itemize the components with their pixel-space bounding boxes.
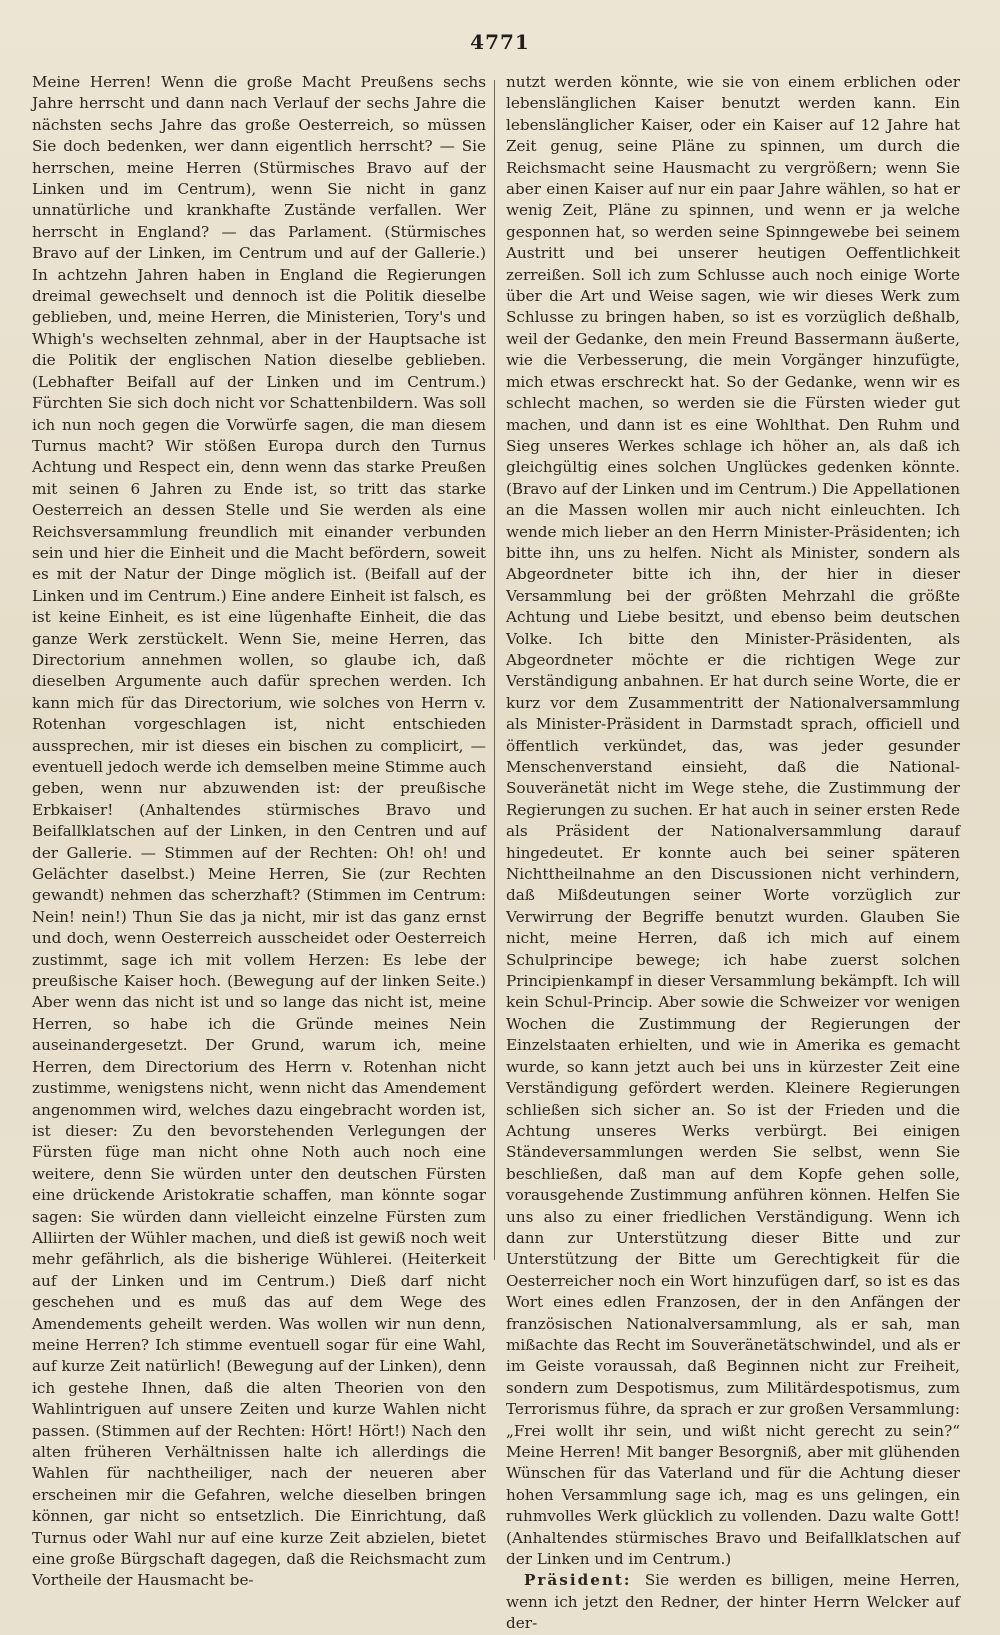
president-text: Sie werden es billigen, meine Herren, wenn ich jetzt den Redner, der hinter Herrn Welcker auf der- — [506, 1571, 960, 1633]
speaker-label: Präsident: — [524, 1571, 632, 1590]
left-column-text: Meine Herren! Wenn die große Macht Preußens sechs Jahre herrscht und dann nach Verlauf der sechs Jahre die nächsten sechs Jahre das große Oesterreich, so müssen Sie doch bedenken, wer dann eigentlich herrscht? — Sie herrschen, meine Herren (Stürmisches Bravo auf der Linken und im Centrum), wenn Sie nicht in ganz unnatürliche und krankhafte Zustände verfallen. Wer herrscht in England? — das Parlament. (Stürmisches Bravo auf der Linken, im Centrum und auf der Gallerie.) In achtzehn Jahren haben in England die Regierungen dreimal gewechselt und dennoch ist die Politik dieselbe geblieben, und, meine Herren, die Ministerien, Tory's und Whigh's wechselten zehnmal, aber in der Hauptsache ist die Politik der englischen Nation dieselbe geblieben. (Lebhafter Beifall auf der Linken und im Centrum.) Fürchten Sie sich doch nicht vor Schattenbildern. Was soll ich nun noch gegen die Vorwürfe sagen, die man diesem Turnus macht? Wir stößen Europa durch den Turnus Achtung und Respect ein, denn wenn das starke Preußen mit seinen 6 Jahren zu Ende ist, so tritt das starke Oesterreich an dessen Stelle und Sie werden als eine Reichsversammlung freundlich mit einander verbunden sein und hier die Einheit und die Macht befördern, soweit es mit der Natur der Dinge möglich ist. (Beifall auf der Linken und im Centrum.) Eine andere Einheit ist falsch, es ist keine Einheit, es ist eine lügenhafte Einheit, die das ganze Werk zerstückelt. Wenn Sie, meine Herren, das Directorium annehmen wollen, so glaube ich, daß dieselben Argumente auch dafür sprechen werden. Ich kann mich für das Directorium, wie solches von Herrn v. Rotenhan vorgeschlagen ist, nicht entschieden aussprechen, mir ist dieses ein bischen zu complicirt, — eventuell jedoch werde ich demselben meine Stimme auch geben, wenn nur abzuwenden ist: der preußische Erbkaiser! (Anhaltendes stürmisches Bravo und Beifallklatschen auf der Linken, in den Centren und auf der Gallerie. — Stimmen auf der Rechten: Oh! oh! und Gelächter daselbst.) Meine Herren, Sie (zur Rechten gewandt) nehmen das scherzhaft? (Stimmen im Centrum: Nein! nein!) Thun Sie das ja nicht, mir ist das ganz ernst und doch, wenn Oesterreich ausscheidet oder Oesterreich zustimmt, sage ich mit vollem Herzen: Es lebe der preußische Kaiser hoch. (Bewegung auf der linken Seite.) Aber wenn das nicht ist und so lange das nicht ist, meine Herren, so habe ich die Gründe meines Nein auseinandergesetzt. Der Grund, warum ich, meine Herren, dem Directorium des Herrn v. Rotenhan nicht zustimme, wenigstens nicht, wenn nicht das Amendement angenommen wird, welches dazu eingebracht worden ist, ist dieser: Zu den bevorstehenden Verlegungen der Fürsten füge man nicht ohne Noth auch noch eine weitere, denn Sie würden unter den deutschen Fürsten eine drückende Aristokratie schaffen, man könnte sogar sagen: Sie würden dann vielleicht einzelne Fürsten zum Alliirten der Wühler machen, und dieß ist gewiß noch weit mehr gefährlich, als die bisherige Wühlerei. (Heiterkeit auf der Linken und im Centrum.) Dieß darf nicht geschehen und es muß das auf dem Wege des Amendements geheilt werden. Was wollen wir nun denn, meine Herren? Ich stimme eventuell sogar für eine Wahl, auf kurze Zeit natürlich! (Bewegung auf der Linken), denn ich gestehe Ihnen, daß die alten Theorien von den Wahlintriguen auf unsere Zeiten und kurze Wahlen nicht passen. (Stimmen auf der Rechten: Hört! Hört!) Nach den alten früheren Verhältnissen halte ich allerdings die Wahlen für nachtheiliger, nach der neueren aber erscheinen mir die Gefahren, welche dieselben bringen können, gar nicht so entsetzlich. Die Einrichtung, daß Turnus oder Wahl nur auf eine kurze Zeit abzielen, bietet eine große Bürgschaft dagegen, daß die Reichsmacht zum Vortheile der Hausmacht be- — [32, 73, 486, 1590]
page-number: 4771 — [470, 30, 530, 54]
right-column-text: nutzt werden könnte, wie sie von einem erblichen oder lebenslänglichen Kaiser benutzt werden kann. Ein lebenslänglicher Kaiser, oder ein Kaiser auf 12 Jahre hat Zeit genug, seine Pläne zu spinnen, um durch die Reichsmacht seine Hausmacht zu vergrößern; wenn Sie aber einen Kaiser auf nur ein paar Jahre wählen, so hat er wenig Zeit, Pläne zu spinnen, und wenn er ja welche gesponnen hat, so werden seine Spinngewebe bei seinem Austritt und bei unserer heutigen Oeffentlichkeit zerreißen. Soll ich zum Schlusse auch noch einige Worte über die Art und Weise sagen, wie wir dieses Werk zum Schlusse zu bringen haben, so ist es vorzüglich deßhalb, weil der Gedanke, den mein Freund Bassermann äußerte, wie die Verbesserung, die mein Vorgänger hinzufügte, mich etwas erschreckt hat. So der Gedanke, wenn wir es schlecht machen, so werden sie die Fürsten wieder gut machen, und dann ist es eine Wohlthat. Den Ruhm und Sieg unseres Werkes schlage ich höher an, als daß ich gleichgültig eines solchen Unglückes gedenken könnte. (Bravo auf der Linken und im Centrum.) Die Appellationen an die Massen wollen mir auch nicht einleuchten. Ich wende mich lieber an den Herrn Minister-Präsidenten; ich bitte ihn, uns zu helfen. Nicht als Minister, sondern als Abgeordneter bitte ich ihn, der hier in dieser Versammlung bei der größten Mehrzahl die größte Achtung und Liebe besitzt, und ebenso beim deutschen Volke. Ich bitte den Minister-Präsidenten, als Abgeordneter möchte er die richtigen Wege zur Verständigung anbahnen. Er hat durch seine Worte, die er kurz vor dem Zusammentritt der Nationalversammlung als Minister-Präsident in Darmstadt sprach, officiell und öffentlich verkündet, das, was jeder gesunder Menschenverstand einsieht, daß die National-Souveränetät nicht im Wege stehe, die Zustimmung der Regierungen zu suchen. Er hat auch in seiner ersten Rede als Präsident der Nationalversammlung darauf hingedeutet. Er konnte auch bei seiner späteren Nichttheilnahme an den Discussionen nicht verhindern, daß Mißdeutungen seiner Worte vorzüglich zur Verwirrung der Begriffe benutzt wurden. Glauben Sie nicht, meine Herren, daß ich mich auf einem Schulprincipe bewege; ich habe zuerst solchen Principienkampf in dieser Versammlung bekämpft. Ich will kein Schul-Princip. Aber sowie die Schweizer vor wenigen Wochen die Zustimmung der Regierungen der Einzelstaaten erhielten, und wie in Amerika es gemacht wurde, so kann jetzt auch bei uns in kürzester Zeit eine Verständigung gefördert werden. Kleinere Regierungen schließen sich sicher an. So ist der Frieden und die Achtung unseres Werks verbürgt. Bei einigen Ständeversammlungen werden Sie selbst, wenn Sie beschließen, daß man auf dem Kopfe gehen solle, vorausgehende Zustimmung anführen können. Helfen Sie uns also zu einer friedlichen Verständigung. Wenn ich dann zur Unterstützung dieser Bitte und zur Unterstützung der Bitte um Gerechtigkeit für die Oesterreicher noch ein Wort hinzufügen darf, so ist es das Wort eines edlen Franzosen, der in den Anfängen der französischen Nationalversammlung, als er sah, man mißachte das Recht im Souveränetätschwindel, und als er im Geiste voraussah, daß Beginnen nicht zur Freiheit, sondern zum Despotismus, zum Militärdespotismus, zum Terrorismus führe, da sprach er zur großen Versammlung: „Frei wollt ihr sein, und wißt nicht gerecht zu sein?“ Meine Herren! Mit banger Besorgniß, aber mit glühenden Wünschen für das Vaterland und für die Achtung dieser hohen Versammlung sage ich, mag es uns gelingen, ein ruhmvolles Werk glücklich zu vollenden. Dazu walte Gott! (Anhaltendes stürmisches Bravo und Beifallklatschen auf der Linken und im Centrum.) — [506, 73, 960, 1569]
column-divider — [494, 80, 495, 1260]
president-paragraph — [506, 1570, 960, 1634]
left-column — [32, 72, 486, 1590]
right-column — [506, 72, 960, 1633]
